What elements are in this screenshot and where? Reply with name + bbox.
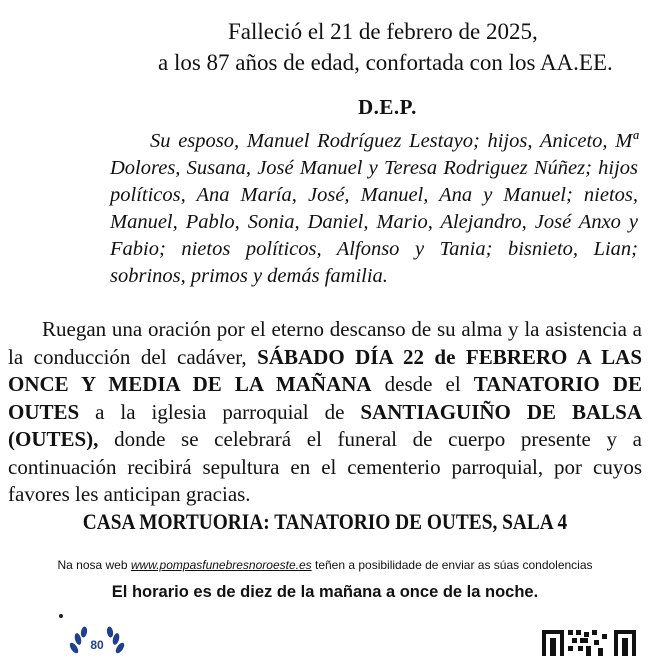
website-link[interactable]: www.pompasfunebresnoroeste.es <box>130 558 312 572</box>
service-from: desde el <box>371 372 474 396</box>
service-intro: Ruegan una oración por el eterno descanso de su alma y la asistencia a la conducción del cadáver, <box>8 317 642 369</box>
service-to: a la iglesia parroquial de <box>79 399 361 424</box>
family-paragraph: Su esposo, Manuel Rodríguez Lestayo; hijos, Aniceto, Mª Dolores, Susana, José Manuel y Teresa Rodriguez Núñez; hijos políticos, Ana María, José, Manuel, Ana y Manuel; nietos, Manuel, Pablo, Sonia, Daniel, Mario, Alejandro, José Anxo y Fabio; nietos políticos, Alfonso y Tania; bisnieto, Lian; sobrinos, primos y demás familia. <box>110 130 638 287</box>
service-date-time: SÁBADO DÍA 22 de FEBRERO A LAS ONCE Y MEDIA DE LA MAÑANA <box>8 344 643 396</box>
service-rest: donde se celebrará el funeral de cuerpo presente y a continuación recibirá sepultura en el cementerio parroquial, por cuyos favores les anticipan gracias. <box>8 427 642 506</box>
web-prefix: Na nosa web <box>57 558 131 572</box>
bullet-dot <box>59 614 63 618</box>
age-line: a los 87 años de edad, confortada con los AA.EE. <box>158 50 613 75</box>
dep-heading: D.E.P. <box>358 95 417 119</box>
service-church: SANTIAGUIÑO DE BALSA (OUTES), <box>8 399 642 451</box>
mortuary-heading: CASA MORTUORIA: TANATORIO DE OUTES, SALA 4 <box>82 509 568 534</box>
web-suffix: teñen a posibilidade de enviar as súas condolencias <box>311 558 593 572</box>
service-paragraph <box>8 316 642 509</box>
web-condolences-line <box>0 558 650 572</box>
logo-number: 80 <box>90 638 104 652</box>
laurel-wreath-logo <box>62 622 132 662</box>
service-origin: TANATORIO DE OUTES <box>8 372 642 424</box>
qr-code-icon[interactable] <box>540 626 640 656</box>
death-date-line: Falleció el 21 de febrero de 2025, <box>228 19 538 44</box>
opening-hours: El horario es de diez de la mañana a once de la noche. <box>111 583 539 601</box>
